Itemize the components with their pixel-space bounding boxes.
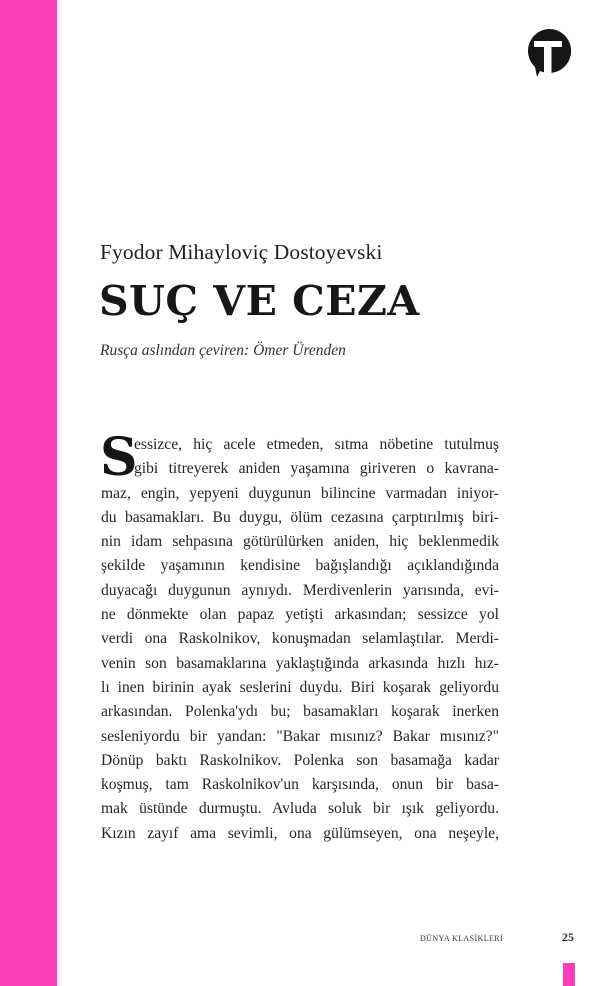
text-line: koşmuş, tam Raskolnikov'un karşısında, onun bir basa- — [101, 776, 499, 794]
text-line: arkasından. Polenka'ydı bu; basamakları koşarak inerken — [101, 703, 499, 721]
book-title: SUÇ VE CEZA — [99, 277, 420, 325]
text-line: sesleniyordu bir yandan: "Bakar mısınız? Bakar mısınız?" — [101, 727, 499, 745]
translator-credit: Rusça aslından çeviren: Ömer Ürenden — [100, 342, 346, 359]
text-line: lı inen birinin ayak seslerini duydu. Biri koşarak geliyordu — [101, 678, 499, 696]
text-line: mak üstünde durmuştu. Avluda soluk bir ışık geliyordu. — [101, 800, 499, 818]
publisher-logo-icon — [524, 27, 572, 79]
pink-spine-stripe — [0, 0, 57, 986]
body-paragraph — [100, 427, 499, 846]
page-number: 25 — [562, 930, 574, 944]
text-line: ne dönmekte olan papaz yetişti arkasından; sessizce yol — [101, 606, 499, 624]
page-gutter-shadow — [57, 0, 63, 986]
text-line: Kızın zayıf ama sevimli, ona gülümseyen, ona neşeyle, — [101, 824, 499, 842]
text-line: nin idam sehpasına götürülürken aniden, hiç beklenmedik — [101, 533, 499, 551]
text-line: gibi titreyerek aniden yaşamına giriveren o kavrana- — [134, 460, 499, 478]
series-name: DÜNYA KLASİKLERİ — [420, 934, 504, 943]
drop-cap: S — [100, 427, 138, 488]
text-line: maz, engin, yepyeni duygunun bilincine varmadan iniyor- — [101, 484, 499, 502]
author-name: Fyodor Mihayloviç Dostoyevski — [100, 240, 383, 264]
pink-page-tab — [563, 963, 575, 986]
text-line: Dönüp baktı Raskolnikov. Polenka son basamağa kadar — [101, 751, 499, 769]
text-line: verdi ona Raskolnikov, konuşmadan selamlaştılar. Merdi- — [101, 630, 499, 648]
text-line: şekilde yaşamının kendisine bağışlandığı açıklandığında — [101, 557, 499, 575]
text-line: venin son basamaklarına yaklaştığında arkasında hızlı hız- — [101, 654, 499, 672]
text-line: essizce, hiç acele etmeden, sıtma nöbetine tutulmuş — [134, 436, 499, 453]
text-line: du basamakları. Bu duygu, ölüm cezasına çarptırılmış biri- — [101, 508, 499, 526]
text-line: duyacağı duygunun aynıydı. Merdivenlerin yarısında, evi- — [101, 581, 499, 599]
